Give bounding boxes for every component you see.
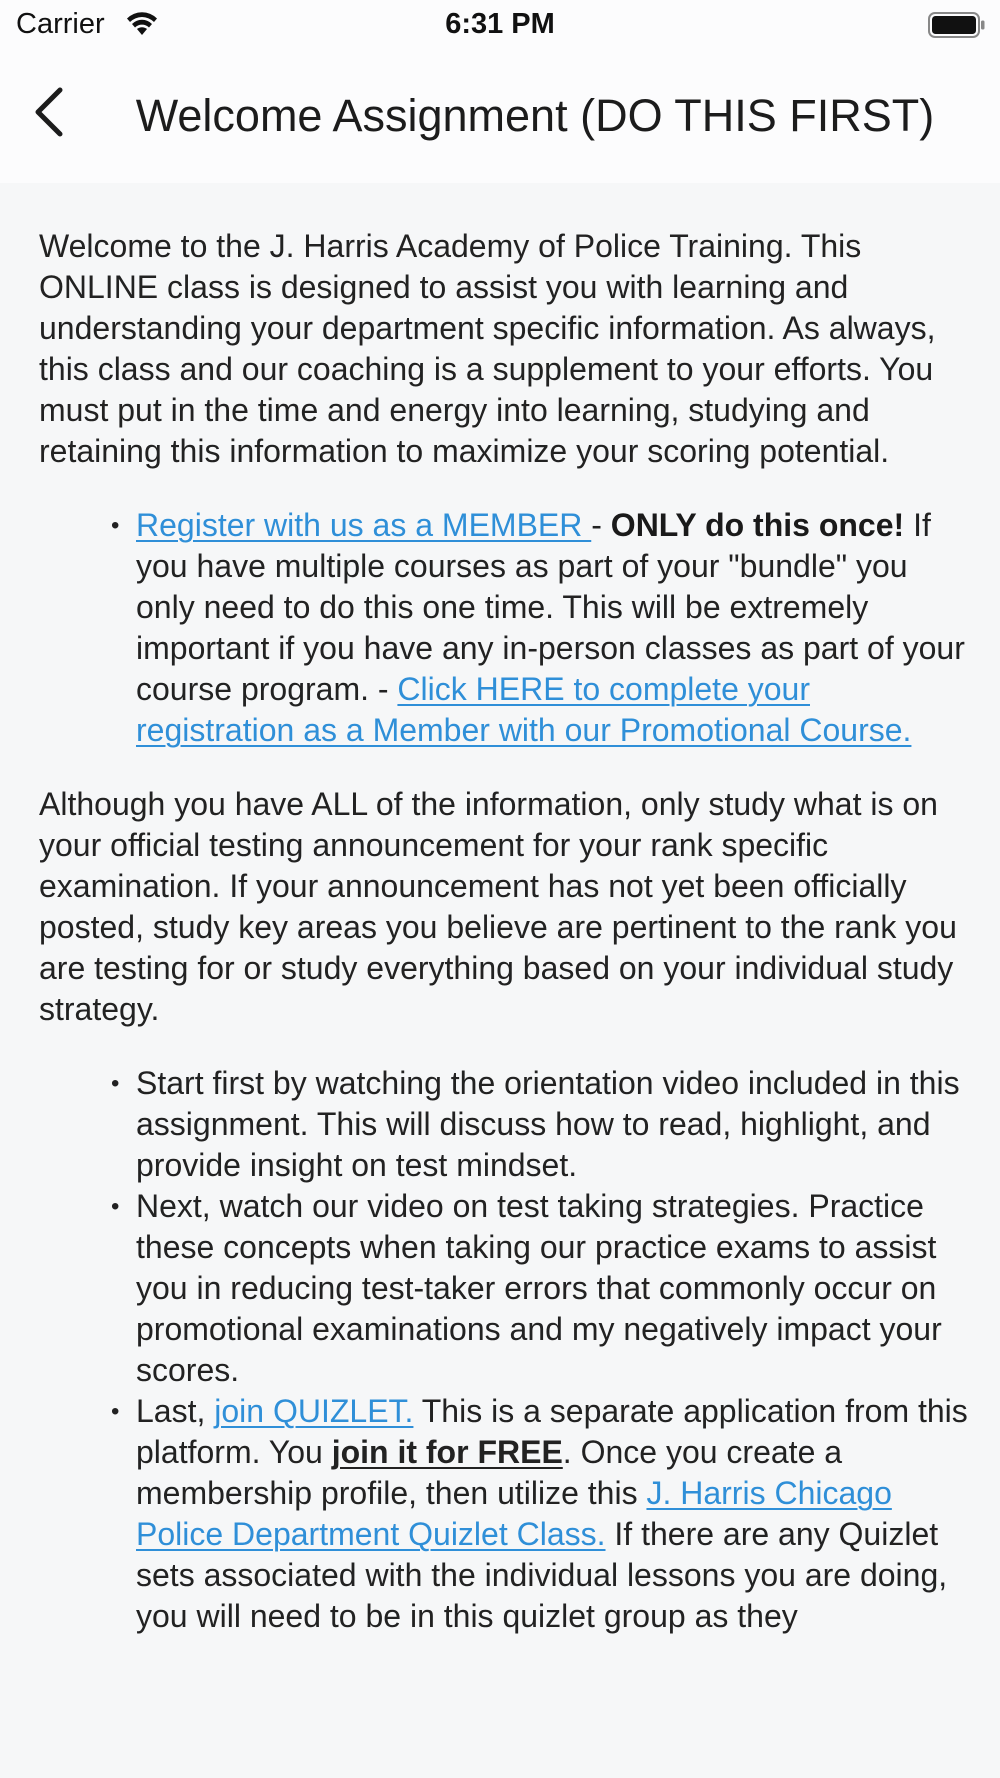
- steps-list: [39, 1063, 969, 1637]
- back-button[interactable]: [28, 82, 88, 154]
- list-item: [136, 1391, 969, 1637]
- page-title: Welcome Assignment (DO THIS FIRST): [135, 90, 935, 141]
- register-member-link[interactable]: Register with us as a MEMBER: [136, 507, 592, 543]
- register-list: [39, 505, 969, 751]
- step-text: . Once you create a membership profile, then utilize this: [136, 1434, 843, 1511]
- step-text: This is a separate application from this platform. You: [136, 1393, 968, 1470]
- study-paragraph: Although you have ALL of the information, only study what is on your official testing announcement for your rank specific examination. If your announcement has not yet been officially posted, study key areas you believe are pertinent to the rank you are testing for or study everything based on your individual study strategy.: [39, 786, 957, 1027]
- chevron-left-icon: [28, 82, 68, 142]
- register-dash: -: [591, 507, 611, 543]
- list-item: • Start first by watching the orientation video included in this assignment. This will discuss how to read, highlight, and provide insight on test mindset.: [136, 1063, 969, 1186]
- quizlet-class-link[interactable]: J. Harris Chicago Police Department Quizlet Class.: [136, 1475, 892, 1552]
- navigation-bar: [0, 52, 1000, 183]
- registration-link[interactable]: Click HERE to complete your registration as a Member with our Promotional Course.: [136, 671, 912, 748]
- join-quizlet-link[interactable]: join QUIZLET.: [214, 1393, 414, 1429]
- assignment-content: [39, 226, 969, 1637]
- register-bold-note: ONLY do this once!: [610, 507, 905, 543]
- carrier-label: Carrier: [16, 8, 105, 40]
- list-item: • Next, watch our video on test taking strategies. Practice these concepts when taking our practice exams to assist you in reducing test-taker errors that commonly occur on promotional examinations and my negatively impact your scores.: [136, 1186, 969, 1391]
- step-text: If there are any Quizlet sets associated with the individual lessons you are doing, you will need to be in this quizlet group as they: [136, 1516, 948, 1634]
- battery-icon: [928, 12, 986, 38]
- intro-paragraph: Welcome to the J. Harris Academy of Police Training. This ONLINE class is designed to assist you with learning and understanding your department specific information. As always, this class and our coaching is a supplement to your efforts. You must put in the time and energy into learning, studying and retaining this information to maximize your scoring potential.: [39, 228, 936, 469]
- register-list-item: [136, 505, 969, 751]
- step-prefix: Last,: [136, 1393, 215, 1429]
- register-text: If you have multiple courses as part of your "bundle" you only need to do this one time. This will be extremely important if you have any in-person classes as part of your course program. -: [136, 507, 965, 707]
- status-bar: [0, 0, 1000, 52]
- join-free-text: join it for FREE: [331, 1434, 563, 1470]
- status-time: 6:31 PM: [445, 8, 555, 40]
